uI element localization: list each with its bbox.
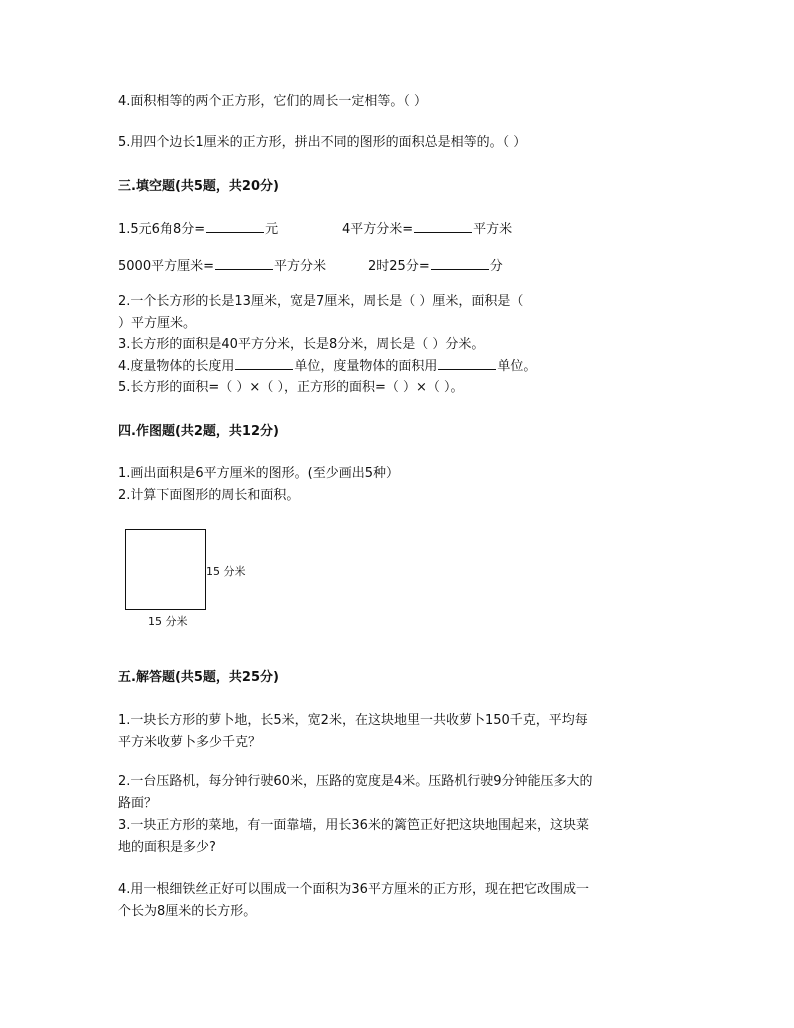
fill-1c-suffix: 平方分米 xyxy=(273,259,326,274)
fill-1d xyxy=(368,257,503,276)
answer-blank[interactable] xyxy=(414,220,472,233)
fill-1b-prefix: 4平方分米= xyxy=(342,222,414,237)
square-side-label: 15 分米 xyxy=(206,565,246,578)
question-5-4-line1: 4.用一根细铁丝正好可以围成一个面积为36平方厘米的正方形，现在把它改围成一 xyxy=(118,882,589,897)
section-4-title: 四.作图题(共2题，共12分) xyxy=(118,424,279,439)
fill-1a-suffix: 元 xyxy=(265,222,279,237)
question-2-4: 4.面积相等的两个正方形，它们的周长一定相等。（ ） xyxy=(118,94,428,109)
answer-blank[interactable] xyxy=(431,257,489,270)
fill-1c-prefix: 5000平方厘米= xyxy=(118,259,214,274)
question-3-4-part3: 单位。 xyxy=(497,359,537,374)
question-3-2-line1: 2.一个长方形的长是13厘米，宽是7厘米，周长是（ ）厘米，面积是（ xyxy=(118,294,524,309)
answer-blank[interactable] xyxy=(235,357,293,370)
fill-1b xyxy=(342,220,512,239)
question-3-4-part1: 4.度量物体的长度用 xyxy=(118,359,235,374)
section-3-title: 三.填空题(共5题，共20分) xyxy=(118,179,279,194)
fill-1a-prefix: 1.5元6角8分= xyxy=(118,222,206,237)
question-5-3-line2: 地的面积是多少? xyxy=(118,840,216,855)
question-3-4-part2: 单位，度量物体的面积用 xyxy=(294,359,438,374)
fill-1d-suffix: 分 xyxy=(489,259,503,274)
question-5-2-line2: 路面？ xyxy=(118,796,158,811)
question-3-4 xyxy=(118,357,536,376)
square-bottom-label: 15 分米 xyxy=(148,615,188,628)
fill-1a xyxy=(118,220,278,239)
question-5-3-line1: 3.一块正方形的菜地，有一面靠墙，用长36米的篱笆正好把这块地围起来，这块菜 xyxy=(118,818,589,833)
question-3-5: 5.长方形的面积=（ ）×（ ），正方形的面积=（ ）×（ ）。 xyxy=(118,380,464,395)
question-5-4-line2: 个长为8厘米的长方形。 xyxy=(118,904,257,919)
question-5-1-line2: 平方米收萝卜多少千克？ xyxy=(118,735,262,750)
answer-blank[interactable] xyxy=(215,257,273,270)
fill-1c xyxy=(118,257,326,276)
question-5-2-line1: 2.一台压路机，每分钟行驶60米，压路的宽度是4米。压路机行驶9分钟能压多大的 xyxy=(118,774,593,789)
square-figure xyxy=(125,529,206,610)
section-5-title: 五.解答题(共5题，共25分) xyxy=(118,670,279,685)
question-4-2: 2.计算下面图形的周长和面积。 xyxy=(118,488,300,503)
question-3-2-line2: ）平方厘米。 xyxy=(118,316,197,331)
question-5-1-line1: 1.一块长方形的萝卜地，长5米，宽2米，在这块地里一共收萝卜150千克，平均每 xyxy=(118,713,588,728)
question-4-1: 1.画出面积是6平方厘米的图形。(至少画出5种） xyxy=(118,466,400,481)
question-2-5: 5.用四个边长1厘米的正方形，拼出不同的图形的面积总是相等的。（ ） xyxy=(118,135,527,150)
fill-1b-suffix: 平方米 xyxy=(473,222,513,237)
answer-blank[interactable] xyxy=(438,357,496,370)
fill-1d-prefix: 2时25分= xyxy=(368,259,430,274)
answer-blank[interactable] xyxy=(206,220,264,233)
question-3-3: 3.长方形的面积是40平方分米，长是8分米，周长是（ ）分米。 xyxy=(118,337,485,352)
